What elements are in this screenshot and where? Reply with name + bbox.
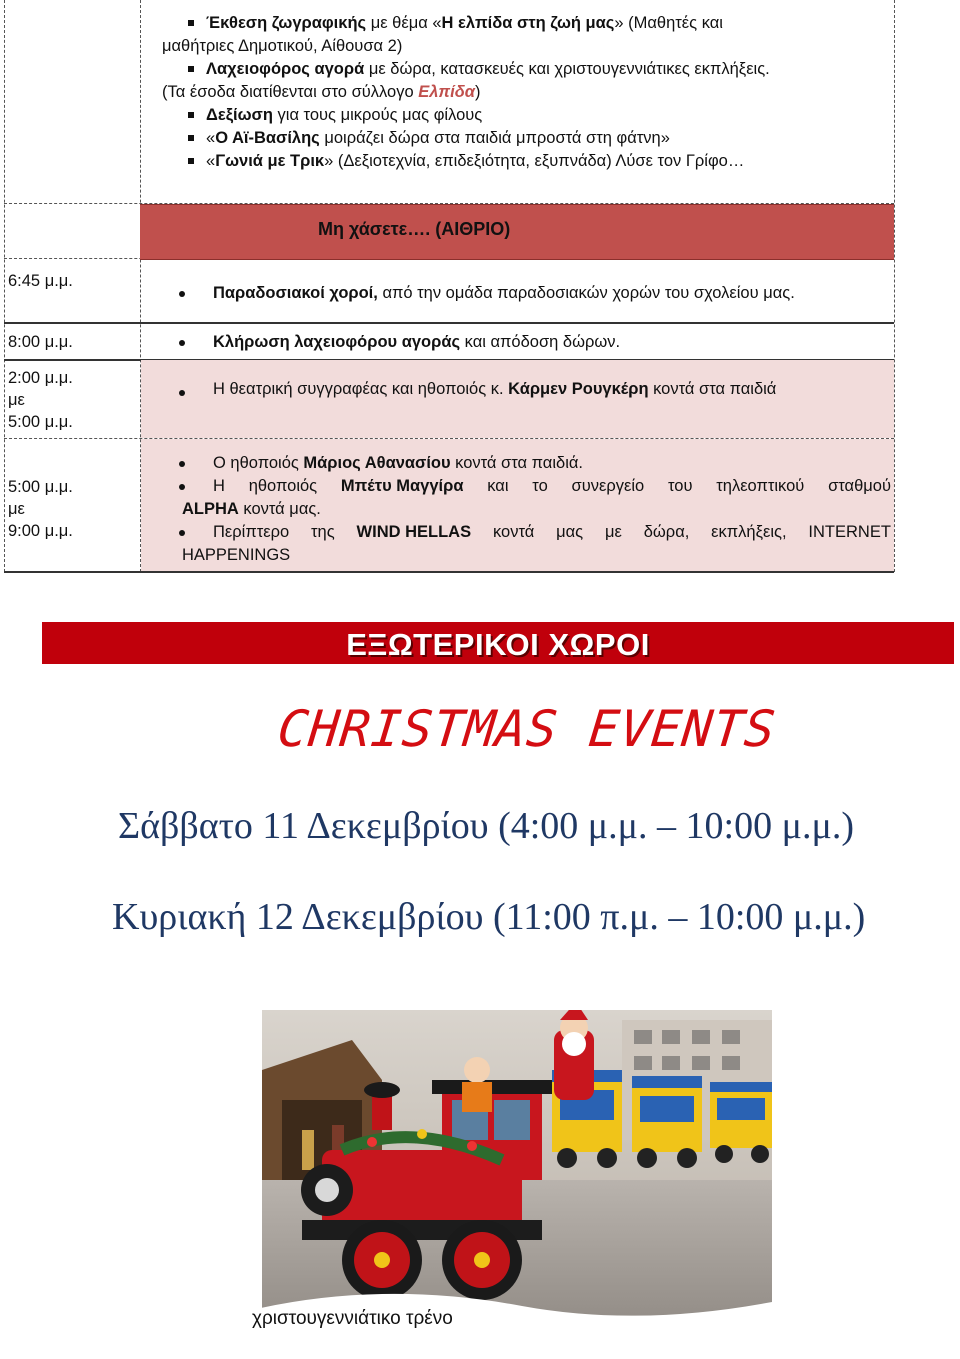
event-title: Κλήρωση λαχειοφόρου αγοράς <box>213 333 461 351</box>
bullet-dot-icon <box>179 484 185 490</box>
bullet-square-icon <box>188 66 194 72</box>
event-word: δώρα, <box>643 523 690 541</box>
schedule-item <box>213 282 795 305</box>
event-person: Μπέτυ Μαγγίρα <box>340 477 464 495</box>
sponsor-name: WIND HELLAS <box>356 523 472 541</box>
bullet-dot-icon <box>179 390 185 396</box>
list-text: « <box>206 152 216 170</box>
event-word: Περίπτερο <box>213 523 290 541</box>
christmas-train-photo <box>262 1010 772 1340</box>
time-start: 2:00 μ.μ. <box>8 369 73 387</box>
time-separator: με <box>8 500 25 518</box>
event-word: και <box>487 477 509 495</box>
banner-title: Μη χάσετε…. (ΑΙΘΡΙΟ) <box>318 219 511 239</box>
reception-title: Δεξίωση <box>206 106 273 124</box>
event-person: Μάριος Αθανασίου <box>303 454 451 472</box>
schedule-item <box>213 475 891 498</box>
event-word: με <box>605 523 622 541</box>
list-item <box>162 150 894 173</box>
bullet-square-icon <box>188 135 194 141</box>
event-text: και απόδοση δώρων. <box>460 333 621 351</box>
elpida-logo-text: Ελπίδα <box>418 83 476 101</box>
schedule-item-continuation <box>182 498 321 521</box>
outdoor-section-bar <box>42 622 954 664</box>
list-text: (Τα έσοδα διατίθενται στο σύλλογο <box>162 83 419 101</box>
table-bottom-border <box>4 571 894 573</box>
event-word: το <box>532 477 548 495</box>
list-text: για τους μικρούς μας φίλους <box>272 106 483 124</box>
time-end: 5:00 μ.μ. <box>8 413 73 431</box>
event-word: της <box>311 523 335 541</box>
time-range <box>8 476 73 542</box>
schedule-item-continuation: HAPPENINGS <box>182 546 291 564</box>
table-row-divider <box>4 322 894 324</box>
christmas-events-headline: CHRISTMAS EVENTS <box>274 700 779 758</box>
table-border-left <box>4 0 5 572</box>
time-label: 6:45 μ.μ. <box>8 272 73 290</box>
time-end: 9:00 μ.μ. <box>8 522 73 540</box>
schedule-item <box>213 452 583 475</box>
event-text: Ο ηθοποιός <box>213 454 304 472</box>
outdoor-section-title: ΕΞΩΤΕΡΙΚΟΙ ΧΩΡΟΙ <box>346 627 650 662</box>
list-text: « <box>206 129 216 147</box>
event-word: μας <box>556 523 584 541</box>
exhibition-title: Έκθεση ζωγραφικής <box>206 14 367 32</box>
bullet-square-icon <box>188 112 194 118</box>
event-title: Παραδοσιακοί χοροί, <box>213 284 378 302</box>
event-word: συνεργείο <box>571 477 645 495</box>
list-text: » (Δεξιοτεχνία, επιδεξιότητα, εξυπνάδα) Λύσε τον Γρίφο… <box>324 152 745 170</box>
table-border-right <box>894 0 895 572</box>
bullet-dot-icon <box>179 291 185 297</box>
list-text: με θέμα « <box>366 14 442 32</box>
time-separator: με <box>8 391 25 409</box>
dont-miss-banner <box>140 204 894 260</box>
list-item <box>162 104 894 127</box>
santa-title: Ο Αϊ-Βασίλης <box>215 129 320 147</box>
event-word: σταθμού <box>828 477 891 495</box>
schedule-item <box>213 331 620 354</box>
bullet-dot-icon <box>179 530 185 536</box>
lottery-title: Λαχειοφόρος αγορά <box>206 60 365 78</box>
child-figure <box>464 1057 490 1083</box>
event-word: ηθοποιός <box>248 477 318 495</box>
activities-list <box>162 12 894 173</box>
event-text: Η θεατρική συγγραφέας και ηθοποιός κ. <box>213 380 509 398</box>
event-date-saturday: Σάββατο 11 Δεκεμβρίου (4:00 μ.μ. – 10:00 μ.μ.) <box>118 805 854 847</box>
event-text: από την ομάδα παραδοσιακών χορών του σχολείου μας. <box>377 284 795 302</box>
tv-station: ALPHA <box>182 500 239 518</box>
event-text: κοντά στα παιδιά. <box>450 454 583 472</box>
schedule-item <box>213 378 776 401</box>
event-text: κοντά μας. <box>238 500 321 518</box>
list-text: » (Μαθητές και <box>614 14 723 32</box>
event-word: INTERNET <box>808 523 891 541</box>
list-item-continuation <box>162 35 894 58</box>
event-text: κοντά στα παιδιά <box>648 380 777 398</box>
list-item <box>162 58 894 81</box>
bullet-square-icon <box>188 158 194 164</box>
bullet-dot-icon <box>179 340 185 346</box>
list-item-continuation <box>162 81 894 104</box>
time-label: 8:00 μ.μ. <box>8 333 73 351</box>
photo-caption: χριστουγεννιάτικο τρένο <box>252 1308 453 1329</box>
time-start: 5:00 μ.μ. <box>8 478 73 496</box>
event-word: κοντά <box>492 523 535 541</box>
event-date-sunday: Κυριακή 12 Δεκεμβρίου (11:00 π.μ. – 10:00 μ.μ.) <box>112 896 866 938</box>
bullet-square-icon <box>188 20 194 26</box>
bullet-dot-icon <box>179 461 185 467</box>
exhibition-theme: Η ελπίδα στη ζωή μας <box>441 14 615 32</box>
list-text: μαθήτριες Δημοτικού, Αίθουσα 2) <box>162 37 403 55</box>
event-word: τηλεοπτικού <box>716 477 805 495</box>
event-word: Η <box>213 477 225 495</box>
event-person: Κάρμεν Ρουγκέρη <box>508 380 649 398</box>
list-text: μοιράζει δώρα στα παιδιά μπροστά στη φάτνη» <box>319 129 670 147</box>
schedule-item <box>213 521 891 544</box>
time-range <box>8 367 73 433</box>
list-text: ) <box>475 83 481 101</box>
event-word: του <box>667 477 693 495</box>
list-item <box>162 12 894 35</box>
tricks-corner-title: Γωνιά με Τρικ <box>215 152 325 170</box>
list-text: με δώρα, κατασκευές και χριστουγεννιάτικες εκπλήξεις. <box>364 60 770 78</box>
list-item <box>162 127 894 150</box>
event-word: εκπλήξεις, <box>711 523 787 541</box>
